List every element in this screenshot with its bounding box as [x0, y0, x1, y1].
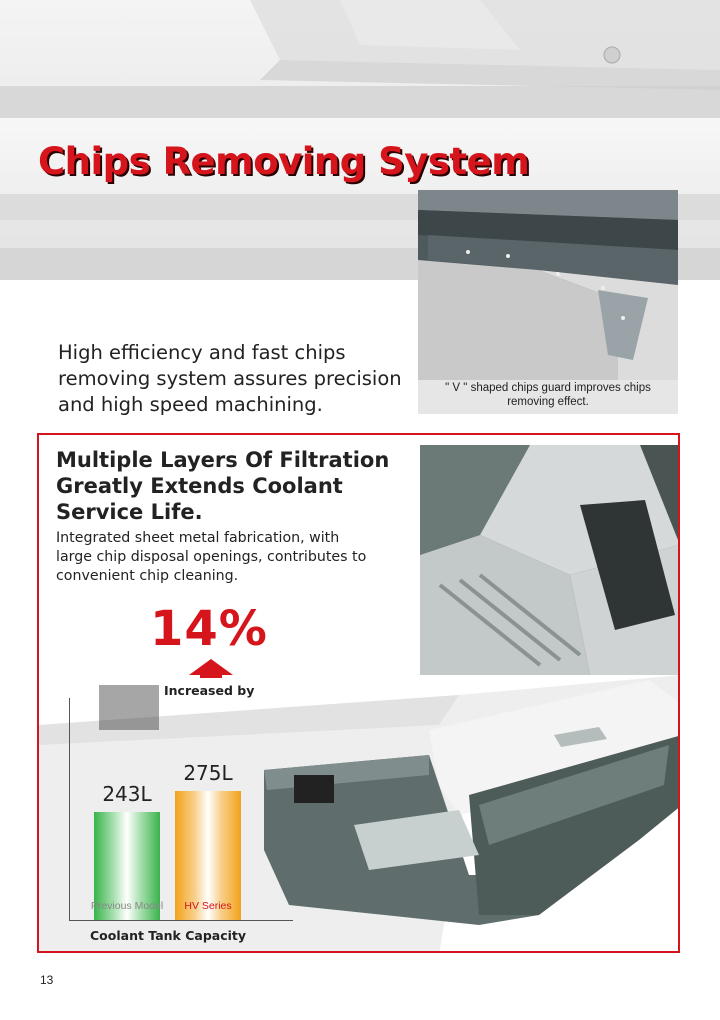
category-label-hv: HV Series	[184, 900, 232, 912]
tank-interior-photo	[420, 445, 680, 675]
increase-percentage: 14%	[150, 601, 268, 657]
chart-title: Coolant Tank Capacity	[90, 928, 247, 943]
page-number: 13	[40, 973, 54, 987]
increase-label: Increased by	[164, 683, 255, 698]
bar-value-label: 243L	[102, 782, 152, 806]
chart-y-axis	[69, 698, 70, 920]
filtration-body: Integrated sheet metal fabrication, with large chip disposal openings, contributes to convenient chip cleaning.	[56, 530, 367, 584]
intro-text: High efficiency and fast chips removing system assures precision and high speed machining.	[58, 341, 402, 416]
bar-value-label: 275L	[183, 761, 233, 785]
up-arrow-icon	[189, 659, 233, 675]
page-title: Chips Removing System	[38, 140, 530, 183]
up-arrow-stem	[200, 674, 222, 678]
machine-guard-image	[220, 0, 720, 120]
filtration-section	[37, 433, 680, 953]
photo-caption: " V " shaped chips guard improves chips removing effect.	[445, 382, 651, 408]
chart-x-axis	[69, 920, 293, 921]
coolant-capacity-chart	[59, 690, 299, 950]
v-guard-photo	[418, 190, 678, 414]
filtration-heading: Multiple Layers Of Filtration Greatly Extends Coolant Service Life.	[56, 448, 390, 524]
category-label-previous: Previous Model	[90, 900, 164, 912]
